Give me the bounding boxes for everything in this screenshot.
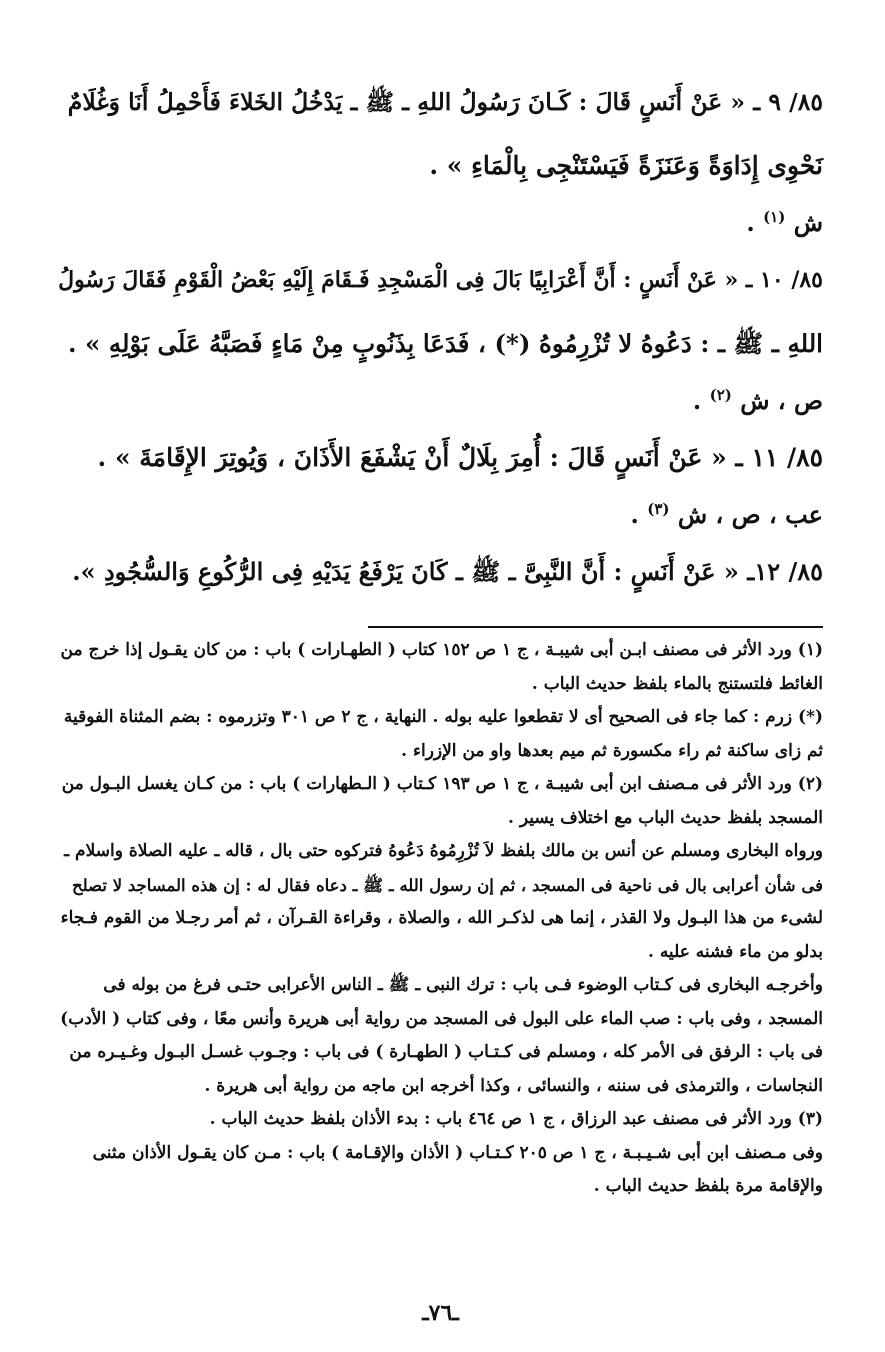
hadith-line: ٨٥/ ١٠ ـ « عَنْ أَنَسٍ : أَنَّ أَعْرَابِيًا بَالَ فِى الْمَسْجِدِ فَـقَامَ إِلَيْهِ بَعْضُ الْقَوْمِ فَقَالَ رَسُولُ [58,267,823,293]
hadith-line: نَحْوِى إِدَاوَةً وَعَنَزَةً فَيَسْتَنْجِى بِالْمَاءِ » . [429,151,823,180]
footnote-line: وفى مـصنف ابن أبى شـيـبـة ، ج ١ ص ٢٠٥ كـتـاب ( الأذان والإقـامة ) باب : مـن كان يقـول الأذان مثنى [92,1142,823,1163]
footnote-divider [368,626,823,628]
footnote-ref: (٣) [647,500,670,518]
footnote-ref: (٢) [709,386,732,404]
footnote-line: (*) زرم : كما جاء فى الصحيح أى لا تقطعوا عليه بوله . النهاية ، ج ٢ ص ٣٠١ وتزرموه : بضم المثناة الفوقية [63,707,823,727]
book-page [58,70,823,1332]
source-label: ص ، ش [740,386,823,415]
page-number: ـ٧٦ـ [422,1300,459,1326]
footnote-line: فى باب : الرفق فى الأمر كله ، ومسلم فى كـتـاب ( الطهـارة ) فى باب : وجـوب غسـل البـول وغـيـره من [69,1042,823,1062]
hadith-source [58,376,823,426]
hadith-11 [58,426,823,490]
main-text [58,70,823,604]
hadith-source [58,198,823,248]
footnote-line: ورواه البخارى ومسلم عن أنس بن مالك بلفظ لاَ تُزْرِمُوهُ دَعُوهُ فتركوه حتى بال ، قاله ـ عليه الصلاة واسلام ـ [64,841,823,861]
hadith-10 [58,248,823,376]
footnote-line: (٢) ورد الأثر فى مـصنف ابن أبى شيبـة ، ج ١ ص ١٩٣ كـتاب ( الـطهارات ) باب : من كـان يغسل البـول من [61,774,823,794]
hadith-line: ٨٥/ ١١ ـ « عَنْ أَنَسٍ قَالَ : أُمِرَ بِلَالٌ أَنْ يَشْفَعَ الأَذَانَ ، وَيُوتِرَ الإِقَامَةَ » . [97,443,823,472]
hadith-source [58,490,823,540]
hadith-line: اللهِ ـ ﷺ ـ : دَعُوهُ لا تُزْرِمُوهُ (*) ، فَدَعَا بِذَنُوبٍ مِنْ مَاءٍ فَصَبَّهُ عَلَى بَوْلِهِ » . [67,329,823,358]
footnote-line: بدلو من ماء فشنه عليه . [647,941,823,962]
source-end: . [692,386,710,415]
footnote-line: وأخرجـه البخارى فى كـتاب الوضوء فـى باب : ترك النبى ـ ﷺ ـ الناس الأعرابى حتـى فرغ من بوله فى [103,975,823,995]
hadith-9 [58,70,823,198]
footnote-line: (٣) ورد الأثر فى مصنف عبد الرزاق ، ج ١ ص ٤٦٤ باب : بدء الأذان بلفظ حديث الباب . [209,1109,823,1129]
hadith-line: ٨٥/ ١٢ـ « عَنْ أَنَسٍ : أَنَّ النَّبِىَّ ـ ﷺ ـ كَانَ يَرْفَعُ يَدَيْهِ فِى الرُّكُوعِ وَالسُّجُودِ ». [72,557,823,586]
source-label: ش [793,208,823,237]
footnote-line: والإقامة مرة بلفظ حديث الباب . [593,1176,823,1196]
footnote-line: المسجد بلفظ حديث الباب مع اختلاف يسير . [508,807,823,828]
footnote-line: ثم زاى ساكنة ثم راء مكسورة ثم ميم بعدها واو من الإزراء . [401,740,823,761]
source-label: عب ، ص ، ش [677,500,823,529]
footnote-ref: (١) [763,208,786,226]
source-end: . [630,500,648,529]
source-end: . [746,208,764,237]
footnote-line: (١) ورد الأثر فى مصنف ابـن أبى شيبـة ، ج ١ ص ١٥٢ كتاب ( الطهـارات ) باب : من كان يقـول إذا خرج من [60,640,823,660]
hadith-12 [58,540,823,604]
footnote-line: لشىء من هذا البـول ولا القذر ، إنما هى لذكـر الله ، والصلاة ، وقراءة القـرآن ، ثم أمر رجـلا من القوم فـجاء [60,908,823,928]
footnotes [58,634,823,1204]
hadith-line: ٨٥/ ٩ ـ « عَنْ أَنَسٍ قَالَ : كَـانَ رَسُولُ اللهِ ـ ﷺ ـ يَدْخُلُ الخَلاءَ فَأَحْمِلُ أَنَا وَغُلَامٌ [67,88,823,116]
footnote-line: فى شأن أعرابى بال فى ناحية فى المسجد ، ثم إن رسول الله ـ ﷺ ـ دعاه فقال له : إن هذه المساجد لا تصلح [71,875,823,895]
footnote-line: الغائط فلتستنج بالماء بلفظ حديث الباب . [531,673,823,694]
footnote-line: المسجد ، وفى باب : صب الماء على البول فى المسجد من رواية أبى هريرة وأنس معًا ، وفى كتاب ( الأدب) [60,1008,823,1029]
footnote-line: النجاسات ، والترمذى فى سننه ، والنسائى ، وكذا أخرجه ابن ماجه من رواية أبى هريرة . [204,1075,823,1096]
